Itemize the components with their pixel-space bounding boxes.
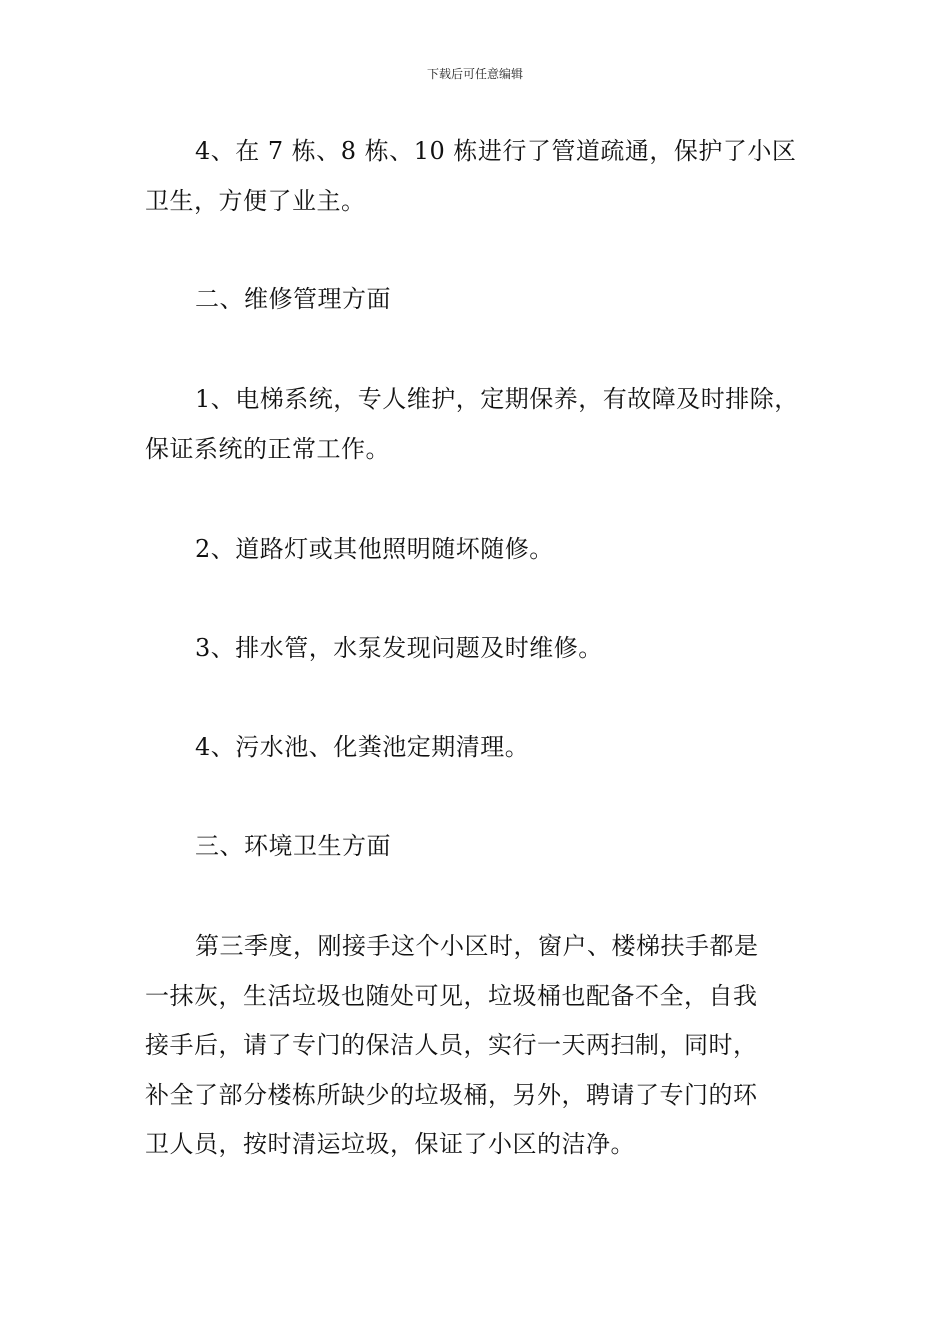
paragraph-line: 第三季度，刚接手这个小区时，窗户、楼梯扶手都是 [195,932,759,960]
paragraph-line: 一抹灰，生活垃圾也随处可见，垃圾桶也配备不全，自我 [145,982,758,1010]
paragraph-line: 卫人员，按时清运垃圾，保证了小区的洁净。 [145,1130,635,1158]
paragraph-sewage: 4、污水池、化粪池定期清理。 [195,733,530,761]
paragraph-line: 保证系统的正常工作。 [145,435,390,463]
paragraph-line: 4、在 7 栋、8 栋、10 栋进行了管道疏通，保护了小区 [195,137,797,165]
paragraph-line: 卫生，方便了业主。 [145,187,366,215]
paragraph-line: 补全了部分楼栋所缺少的垃圾桶，另外，聘请了专门的环 [145,1081,758,1109]
paragraph-lighting: 2、道路灯或其他照明随坏随修。 [195,535,554,563]
paragraph-line: 接手后，请了专门的保洁人员，实行一天两扫制，同时， [145,1031,758,1059]
section-heading-sanitation: 三、环境卫生方面 [195,832,391,860]
paragraph-line: 1、电梯系统，专人维护，定期保养，有故障及时排除， [195,385,799,413]
section-heading-maintenance: 二、维修管理方面 [195,285,391,313]
paragraph-drainage: 3、排水管，水泵发现问题及时维修。 [195,634,603,662]
header-note: 下载后可任意编辑 [426,67,523,81]
